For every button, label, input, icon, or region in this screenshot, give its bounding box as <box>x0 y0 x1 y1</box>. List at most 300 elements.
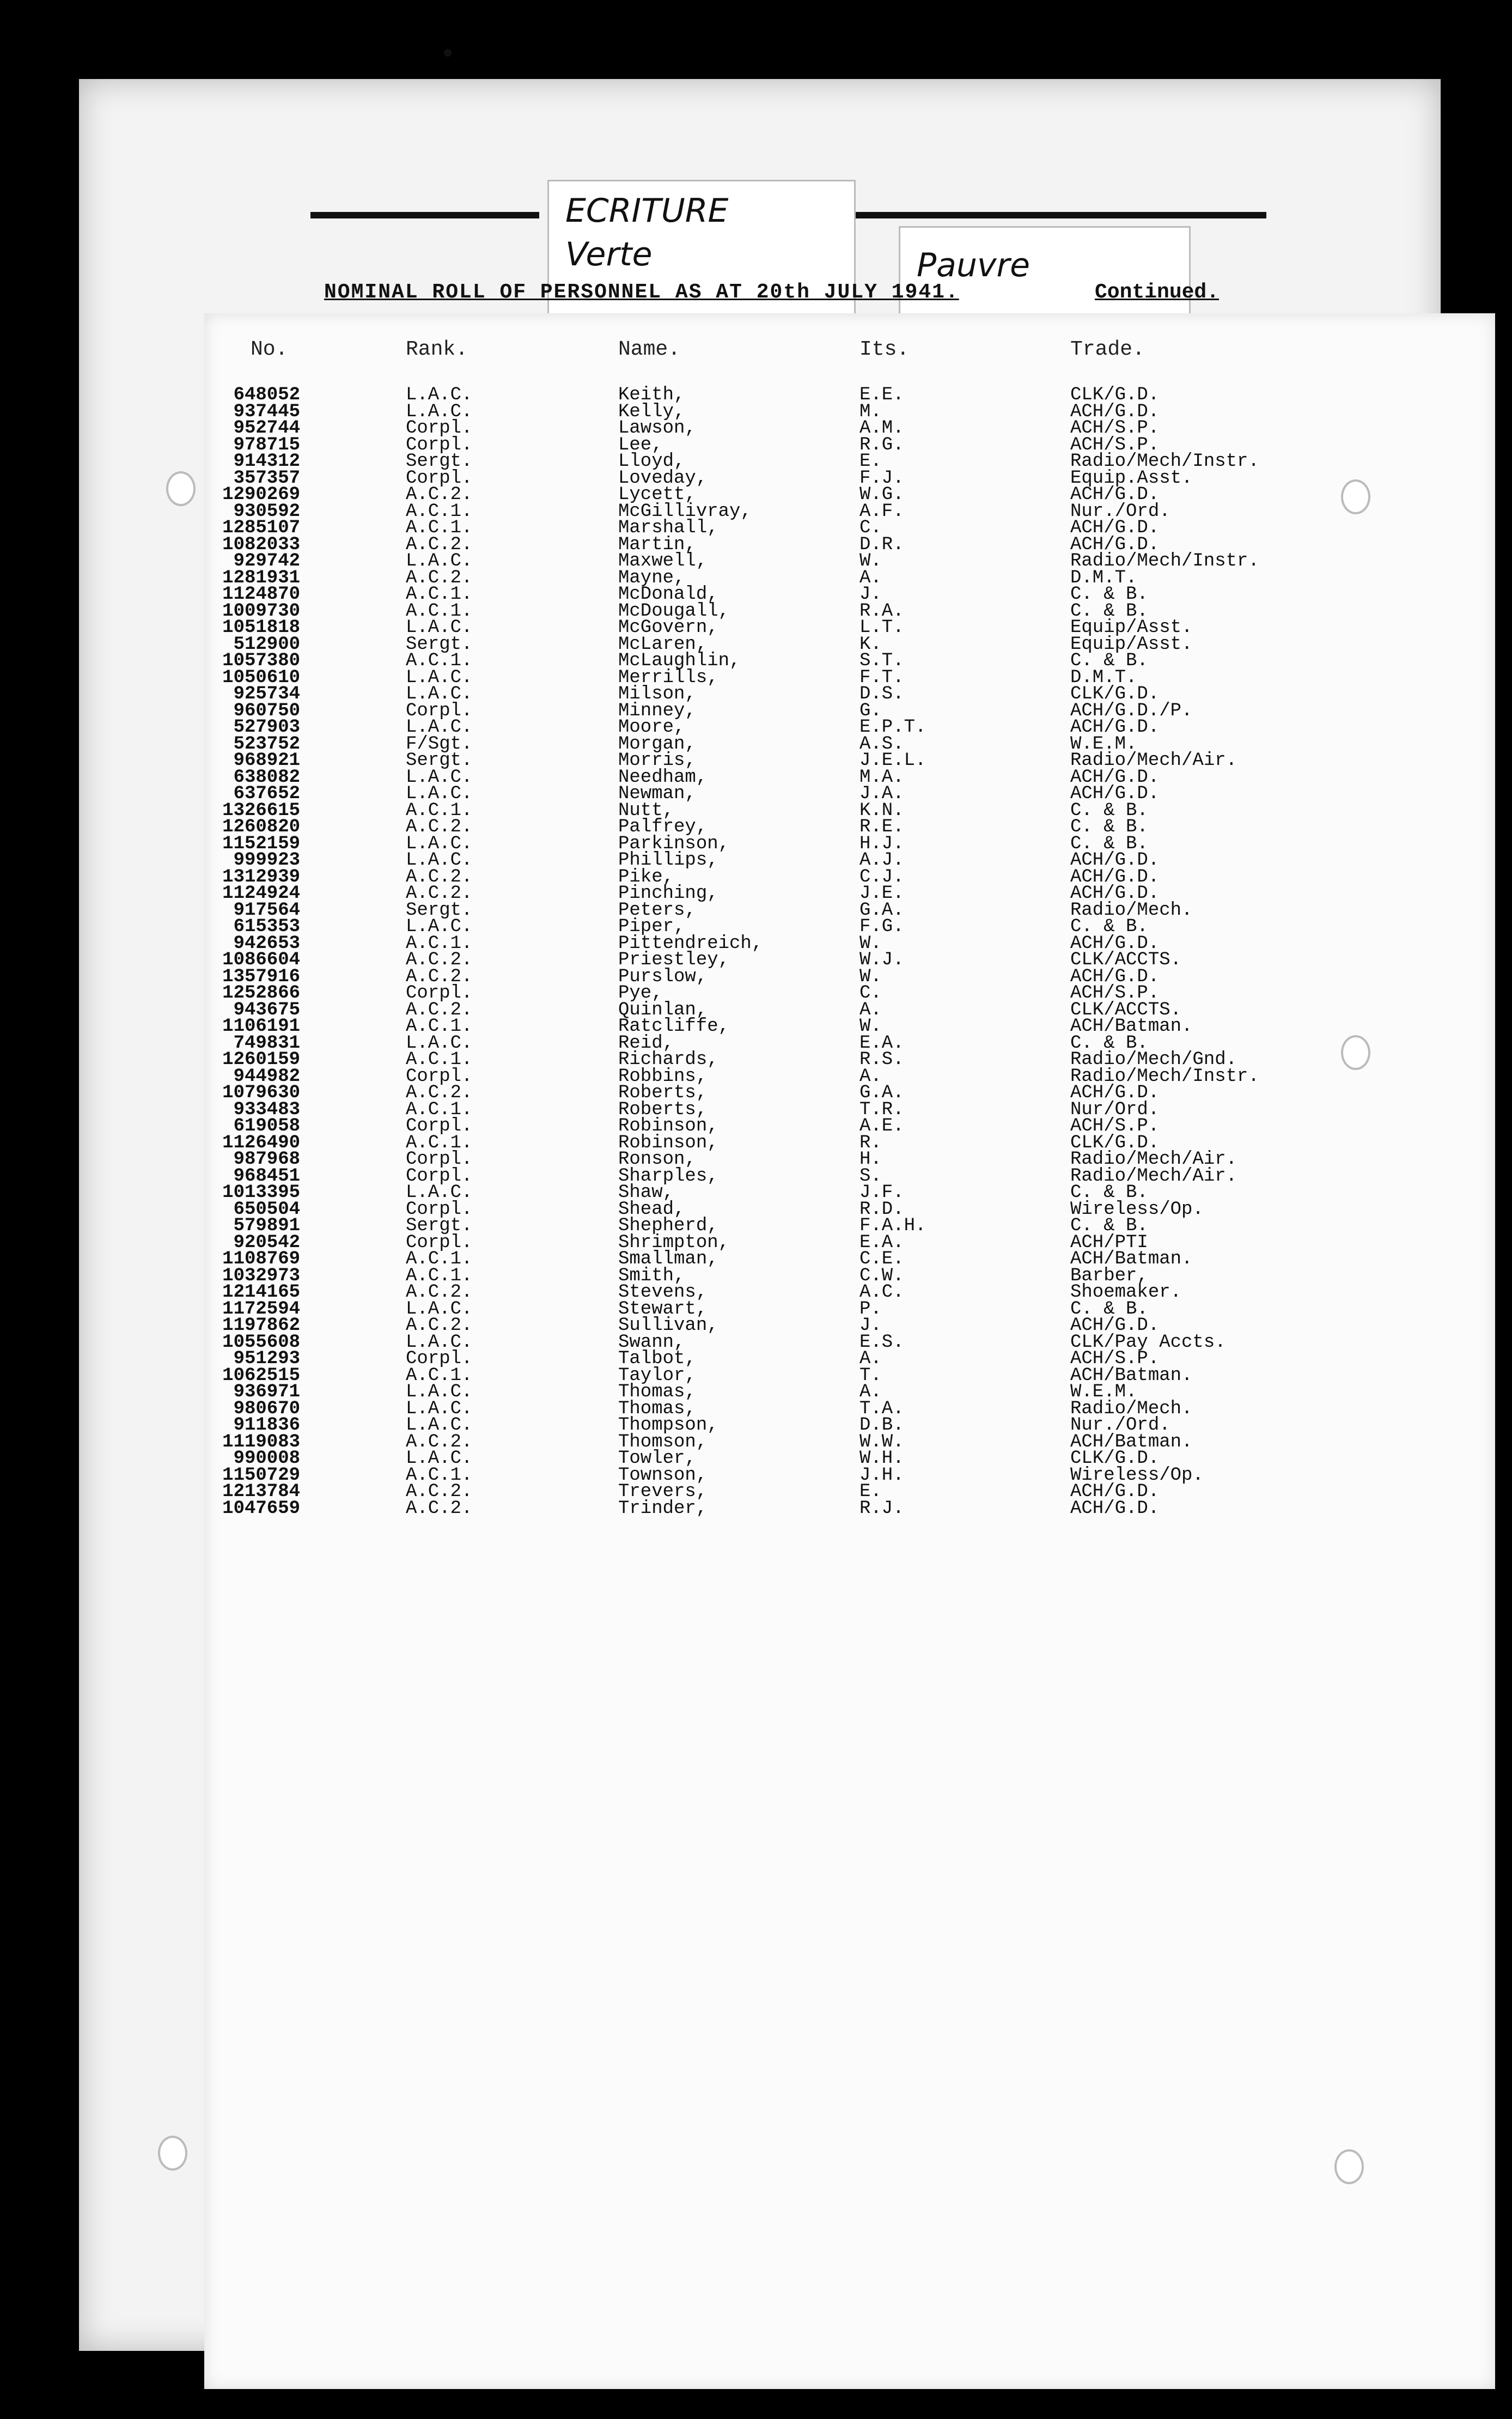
table-row <box>0 1384 1512 1401</box>
person-name: Palfrey, <box>618 817 708 837</box>
person-rank: Corpl. <box>406 434 473 455</box>
person-trade: D.M.T. <box>1070 567 1137 588</box>
punch-hole-right-top <box>1341 479 1370 514</box>
person-trade: ACH/S.P. <box>1070 1348 1160 1369</box>
table-row <box>0 1334 1512 1351</box>
person-trade: Barber, <box>1070 1265 1148 1286</box>
person-trade: ACH/G.D. <box>1070 883 1160 904</box>
table-row <box>0 1431 1512 1452</box>
person-initials: R.S. <box>859 1049 904 1070</box>
person-trade: CLK/G.D. <box>1070 1132 1160 1153</box>
person-rank: A.C.2. <box>406 817 473 837</box>
table-row <box>0 1367 1512 1384</box>
person-no: 1050610 <box>222 667 300 688</box>
person-trade: Radio/Mech. <box>1070 899 1193 921</box>
person-no: 1055608 <box>222 1332 300 1353</box>
person-name: Towler, <box>618 1448 696 1469</box>
person-trade: ACH/G.D. <box>1070 767 1160 788</box>
person-name: Roberts, <box>618 1099 708 1120</box>
person-name: McDonald, <box>618 584 718 605</box>
person-name: Lee, <box>618 434 663 455</box>
table-row <box>0 453 1512 470</box>
person-initials: K. <box>859 634 882 655</box>
person-no: 1197862 <box>222 1315 300 1336</box>
person-initials: C. <box>859 983 882 1004</box>
person-initials: G. <box>859 700 882 721</box>
person-name: Thomas, <box>618 1382 696 1402</box>
table-row <box>0 420 1512 437</box>
punch-hole-left-bottom <box>158 2136 187 2171</box>
table-row <box>0 520 1512 537</box>
person-trade: C. & B. <box>1070 651 1148 671</box>
person-initials: T. <box>859 1365 882 1386</box>
person-rank: L.A.C. <box>406 1182 473 1203</box>
person-initials: D.R. <box>859 534 904 555</box>
table-row <box>0 1215 1512 1236</box>
person-trade: C. & B. <box>1070 1182 1148 1203</box>
person-initials: M. <box>859 401 882 422</box>
person-name: Quinlan, <box>618 999 708 1020</box>
person-no: 968921 <box>233 750 300 771</box>
col-header-rank: Rank. <box>406 338 468 361</box>
person-no: 1260159 <box>222 1049 300 1070</box>
person-rank: A.C.2. <box>406 1315 473 1336</box>
person-initials: R.E. <box>859 817 904 837</box>
person-trade: Wireless/Op. <box>1070 1199 1204 1220</box>
person-no: 1172594 <box>222 1298 300 1320</box>
person-initials: A. <box>859 567 882 588</box>
person-rank: L.A.C. <box>406 667 473 688</box>
person-initials: K.N. <box>859 800 904 821</box>
person-no: 1357916 <box>222 966 300 987</box>
person-trade: ACH/S.P. <box>1070 418 1160 439</box>
person-trade: Nur./Ord. <box>1070 1415 1170 1436</box>
person-rank: Corpl. <box>406 1149 473 1170</box>
person-no: 933483 <box>233 1099 300 1120</box>
table-row <box>0 534 1512 555</box>
person-initials: T.R. <box>859 1099 904 1120</box>
table-row <box>0 1317 1512 1334</box>
person-initials: D.B. <box>859 1415 904 1436</box>
person-name: Sharples, <box>618 1165 718 1187</box>
person-rank: L.A.C. <box>406 1398 473 1419</box>
person-rank: L.A.C. <box>406 1415 473 1436</box>
person-trade: ACH/Batman. <box>1070 1365 1193 1386</box>
person-trade: ACH/Batman. <box>1070 1249 1193 1269</box>
person-trade: Radio/Mech. <box>1070 1398 1193 1419</box>
person-name: Peters, <box>618 899 696 921</box>
person-rank: Corpl. <box>406 418 473 439</box>
person-trade: ACH/G.D. <box>1070 401 1160 422</box>
person-rank: Sergt. <box>406 899 473 921</box>
person-rank: A.C.2. <box>406 567 473 588</box>
person-name: Robbins, <box>618 1066 708 1087</box>
person-trade: C. & B. <box>1070 833 1148 854</box>
table-row <box>0 1018 1512 1035</box>
person-name: Smith, <box>618 1265 685 1286</box>
person-no: 638082 <box>233 767 300 788</box>
document-title: NOMINAL ROLL OF PERSONNEL AS AT 20th JULY 1941. <box>324 281 959 304</box>
person-name: Trevers, <box>618 1481 708 1502</box>
person-no: 1013395 <box>222 1182 300 1203</box>
person-initials: J.F. <box>859 1182 904 1203</box>
person-initials: R.J. <box>859 1498 904 1519</box>
person-rank: A.C.1. <box>406 600 473 622</box>
person-no: 1213784 <box>222 1481 300 1502</box>
person-initials: W. <box>859 551 882 572</box>
table-row <box>0 1099 1512 1120</box>
person-trade: C. & B. <box>1070 1032 1148 1054</box>
person-no: 1260820 <box>222 817 300 837</box>
film-marker <box>444 49 452 57</box>
person-name: Loveday, <box>618 467 708 489</box>
person-rank: Sergt. <box>406 634 473 655</box>
person-initials: M.A. <box>859 767 904 788</box>
person-trade: Nur/Ord. <box>1070 1099 1160 1120</box>
person-name: Smallman, <box>618 1249 718 1269</box>
person-no: 929742 <box>233 551 300 572</box>
person-rank: A.C.1. <box>406 800 473 821</box>
person-name: Nutt, <box>618 800 674 821</box>
person-no: 980670 <box>233 1398 300 1419</box>
person-initials: R.G. <box>859 434 904 455</box>
person-name: Maxwell, <box>618 551 708 572</box>
person-name: Priestley, <box>618 950 730 970</box>
person-rank: A.C.2. <box>406 999 473 1020</box>
person-rank: A.C.1. <box>406 501 473 522</box>
person-rank: Sergt. <box>406 750 473 771</box>
person-trade: C. & B. <box>1070 817 1148 837</box>
person-trade: ACH/G.D. <box>1070 534 1160 555</box>
table-row <box>0 1348 1512 1369</box>
person-name: Thomson, <box>618 1431 708 1452</box>
person-initials: H. <box>859 1149 882 1170</box>
person-rank: Sergt. <box>406 451 473 472</box>
person-name: Lawson, <box>618 418 696 439</box>
person-initials: C.W. <box>859 1265 904 1286</box>
person-no: 1119083 <box>222 1431 300 1452</box>
person-rank: A.C.1. <box>406 1132 473 1153</box>
table-row <box>0 1049 1512 1070</box>
person-initials: C. <box>859 518 882 538</box>
person-initials: E. <box>859 1481 882 1502</box>
col-header-initials: Its. <box>859 338 910 361</box>
person-name: Newman, <box>618 783 696 804</box>
person-no: 619058 <box>233 1116 300 1136</box>
person-no: 952744 <box>233 418 300 439</box>
person-initials: A.M. <box>859 418 904 439</box>
person-initials: A. <box>859 1066 882 1087</box>
person-initials: J. <box>859 584 882 605</box>
person-trade: ACH/G.D./P. <box>1070 700 1193 721</box>
table-row <box>0 1417 1512 1434</box>
top-strip-right <box>831 212 1266 218</box>
person-name: Pittendreich, <box>618 933 763 954</box>
person-trade: C. & B. <box>1070 800 1148 821</box>
person-name: Shead, <box>618 1199 685 1220</box>
table-row <box>0 1118 1512 1135</box>
person-initials: J.H. <box>859 1464 904 1486</box>
person-name: Swann, <box>618 1332 685 1353</box>
col-header-trade: Trade. <box>1070 338 1145 361</box>
person-no: 579891 <box>233 1215 300 1236</box>
person-trade: Radio/Mech/Air. <box>1070 750 1237 771</box>
person-trade: ACH/G.D. <box>1070 783 1160 804</box>
person-no: 1214165 <box>222 1282 300 1303</box>
table-row <box>0 619 1512 636</box>
person-trade: Radio/Mech/Gnd. <box>1070 1049 1237 1070</box>
person-name: Pinching, <box>618 883 718 904</box>
person-initials: A.C. <box>859 1282 904 1303</box>
person-rank: Corpl. <box>406 1116 473 1136</box>
person-initials: J.A. <box>859 783 904 804</box>
person-no: 357357 <box>233 467 300 489</box>
person-trade: Radio/Mech/Instr. <box>1070 1066 1259 1087</box>
person-rank: L.A.C. <box>406 684 473 704</box>
top-strip-left <box>310 212 539 218</box>
person-trade: ACH/G.D. <box>1070 1498 1160 1519</box>
person-name: Trinder, <box>618 1498 708 1519</box>
person-no: 1285107 <box>222 518 300 538</box>
person-trade: Equip/Asst. <box>1070 617 1193 638</box>
person-initials: A. <box>859 1348 882 1369</box>
table-row <box>0 916 1512 937</box>
person-trade: ACH/S.P. <box>1070 1116 1160 1136</box>
person-name: Keith, <box>618 385 685 405</box>
person-no: 951293 <box>233 1348 300 1369</box>
person-name: Thomas, <box>618 1398 696 1419</box>
person-initials: A.F. <box>859 501 904 522</box>
person-no: 990008 <box>233 1448 300 1469</box>
person-rank: A.C.1. <box>406 651 473 671</box>
person-initials: W. <box>859 1016 882 1037</box>
person-name: Purslow, <box>618 966 708 987</box>
person-initials: P. <box>859 1298 882 1320</box>
person-no: 1252866 <box>222 983 300 1004</box>
person-initials: W. <box>859 966 882 987</box>
person-name: Lloyd, <box>618 451 685 472</box>
person-no: 615353 <box>233 916 300 937</box>
person-no: 1032973 <box>222 1265 300 1286</box>
person-trade: Nur./Ord. <box>1070 501 1170 522</box>
person-name: Marshall, <box>618 518 718 538</box>
person-rank: A.C.2. <box>406 866 473 888</box>
table-row <box>0 733 1512 755</box>
person-rank: A.C.2. <box>406 966 473 987</box>
person-name: Phillips, <box>618 850 718 871</box>
person-no: 1082033 <box>222 534 300 555</box>
person-name: Sullivan, <box>618 1315 718 1336</box>
person-name: Shrimpton, <box>618 1232 730 1253</box>
person-trade: Radio/Mech/Air. <box>1070 1149 1237 1170</box>
table-row <box>0 434 1512 455</box>
person-rank: L.A.C. <box>406 551 473 572</box>
person-initials: E.S. <box>859 1332 904 1353</box>
person-name: McDougall, <box>618 600 730 622</box>
person-rank: F/Sgt. <box>406 733 473 755</box>
person-name: Robinson, <box>618 1132 718 1153</box>
person-name: Kelly, <box>618 401 685 422</box>
person-initials: E. <box>859 451 882 472</box>
person-rank: L.A.C. <box>406 783 473 804</box>
person-trade: C. & B. <box>1070 1215 1148 1236</box>
person-trade: C. & B. <box>1070 916 1148 937</box>
person-no: 523752 <box>233 733 300 755</box>
person-no: 914312 <box>233 451 300 472</box>
person-rank: A.C.1. <box>406 1099 473 1120</box>
person-rank: L.A.C. <box>406 717 473 738</box>
person-trade: ACH/Batman. <box>1070 1431 1193 1452</box>
person-name: McGillivray, <box>618 501 752 522</box>
table-row <box>0 1481 1512 1502</box>
person-no: 943675 <box>233 999 300 1020</box>
person-trade: C. & B. <box>1070 584 1148 605</box>
person-rank: Corpl. <box>406 983 473 1004</box>
person-initials: R. <box>859 1132 882 1153</box>
person-no: 987968 <box>233 1149 300 1170</box>
person-trade: Shoemaker. <box>1070 1282 1182 1303</box>
table-row <box>0 985 1512 1002</box>
person-initials: W.J. <box>859 950 904 970</box>
person-name: McLaughlin, <box>618 651 741 671</box>
person-rank: L.A.C. <box>406 1448 473 1469</box>
person-initials: S.T. <box>859 651 904 671</box>
person-trade: ACH/G.D. <box>1070 518 1160 538</box>
person-rank: A.C.2. <box>406 1083 473 1103</box>
person-no: 1290269 <box>222 484 300 505</box>
person-rank: L.A.C. <box>406 1032 473 1054</box>
person-rank: A.C.2. <box>406 883 473 904</box>
person-initials: W. <box>859 933 882 954</box>
table-row <box>0 719 1512 736</box>
person-initials: F.T. <box>859 667 904 688</box>
person-initials: R.A. <box>859 600 904 622</box>
person-initials: C.J. <box>859 866 904 888</box>
person-trade: Equip/Asst. <box>1070 634 1193 655</box>
person-name: Richards, <box>618 1049 718 1070</box>
person-trade: Radio/Mech/Instr. <box>1070 551 1259 572</box>
note-line-1: ECRITURE <box>565 192 729 230</box>
person-rank: A.C.2. <box>406 1431 473 1452</box>
person-rank: A.C.1. <box>406 1016 473 1037</box>
person-name: Milson, <box>618 684 696 704</box>
person-rank: Corpl. <box>406 700 473 721</box>
person-trade: Wireless/Op. <box>1070 1464 1204 1486</box>
person-rank: A.C.1. <box>406 1265 473 1286</box>
person-rank: Sergt. <box>406 1215 473 1236</box>
table-row <box>0 553 1512 570</box>
table-row <box>0 653 1512 670</box>
table-row <box>0 783 1512 804</box>
person-initials: L.T. <box>859 617 904 638</box>
person-name: Roberts, <box>618 1083 708 1103</box>
person-rank: L.A.C. <box>406 401 473 422</box>
person-initials: E.E. <box>859 385 904 405</box>
note-line-2: Verte <box>565 235 653 273</box>
person-trade: Radio/Mech/Air. <box>1070 1165 1237 1187</box>
person-initials: E.A. <box>859 1032 904 1054</box>
table-row <box>0 700 1512 721</box>
person-name: Shepherd, <box>618 1215 718 1236</box>
person-name: Pike, <box>618 866 674 888</box>
person-name: Lycett, <box>618 484 696 505</box>
person-no: 942653 <box>233 933 300 954</box>
person-name: McLaren, <box>618 634 708 655</box>
person-rank: L.A.C. <box>406 833 473 854</box>
person-rank: L.A.C. <box>406 767 473 788</box>
person-rank: L.A.C. <box>406 385 473 405</box>
person-trade: CLK/ACCTS. <box>1070 950 1182 970</box>
person-initials: E.P.T. <box>859 717 926 738</box>
person-initials: A.J. <box>859 850 904 871</box>
person-trade: ACH/PTI <box>1070 1232 1148 1253</box>
person-no: 917564 <box>233 899 300 921</box>
person-name: Needham, <box>618 767 708 788</box>
person-rank: A.C.2. <box>406 1282 473 1303</box>
person-initials: F.A.H. <box>859 1215 926 1236</box>
person-trade: C. & B. <box>1070 1298 1148 1320</box>
person-no: 944982 <box>233 1066 300 1087</box>
person-initials: D.S. <box>859 684 904 704</box>
table-row <box>0 1500 1512 1517</box>
person-rank: A.C.2. <box>406 1498 473 1519</box>
person-name: Parkinson, <box>618 833 730 854</box>
person-trade: CLK/ACCTS. <box>1070 999 1182 1020</box>
person-rank: L.A.C. <box>406 850 473 871</box>
person-no: 1062515 <box>222 1365 300 1386</box>
person-name: Morgan, <box>618 733 696 755</box>
table-row <box>0 1132 1512 1153</box>
punch-hole-left-top <box>166 471 196 506</box>
table-row <box>0 1085 1512 1102</box>
person-no: 1047659 <box>222 1498 300 1519</box>
person-rank: A.C.1. <box>406 933 473 954</box>
person-no: 1079630 <box>222 1083 300 1103</box>
person-initials: J. <box>859 1315 882 1336</box>
person-trade: ACH/S.P. <box>1070 983 1160 1004</box>
person-trade: ACH/G.D. <box>1070 866 1160 888</box>
person-trade: D.M.T. <box>1070 667 1137 688</box>
person-rank: L.A.C. <box>406 1332 473 1353</box>
person-rank: Corpl. <box>406 1165 473 1187</box>
person-name: Martin, <box>618 534 696 555</box>
table-row <box>0 1201 1512 1218</box>
person-rank: Corpl. <box>406 467 473 489</box>
person-name: Ronson, <box>618 1149 696 1170</box>
table-row <box>0 833 1512 854</box>
person-initials: E.A. <box>859 1232 904 1253</box>
person-initials: F.G. <box>859 916 904 937</box>
table-row <box>0 752 1512 769</box>
person-no: 1312939 <box>222 866 300 888</box>
person-no: 1124870 <box>222 584 300 605</box>
person-initials: C.E. <box>859 1249 904 1269</box>
person-rank: Corpl. <box>406 1348 473 1369</box>
table-row <box>0 1151 1512 1168</box>
person-name: Mayne, <box>618 567 685 588</box>
person-rank: A.C.2. <box>406 1481 473 1502</box>
person-name: Pye, <box>618 983 663 1004</box>
person-name: Minney, <box>618 700 696 721</box>
person-initials: G.A. <box>859 899 904 921</box>
person-initials: A.E. <box>859 1116 904 1136</box>
person-initials: J.E.L. <box>859 750 926 771</box>
person-trade: ACH/G.D. <box>1070 717 1160 738</box>
table-row <box>0 686 1512 703</box>
person-no: 1051818 <box>222 617 300 638</box>
person-no: 968451 <box>233 1165 300 1187</box>
note-pauvre: Pauvre <box>899 226 1191 315</box>
